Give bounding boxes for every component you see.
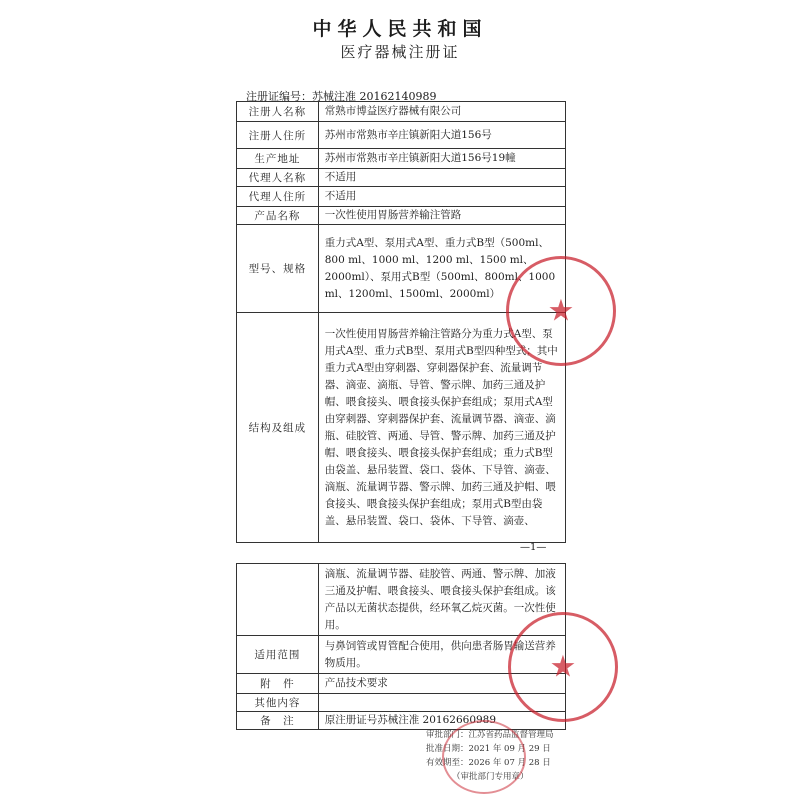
row-key: 生产地址 — [237, 149, 319, 169]
company-seal-stamp — [508, 612, 618, 722]
seal-star-icon: ★ — [547, 293, 575, 329]
row-key: 结构及组成 — [237, 313, 319, 543]
row-value: 苏州市常熟市辛庄镇新阳大道156号19幢 — [318, 149, 565, 169]
table-row — [237, 122, 566, 149]
page-number: —1— — [520, 542, 547, 553]
company-seal-stamp — [506, 256, 616, 366]
table-row — [237, 207, 566, 225]
row-value: 重力式A型、泵用式A型、重力式B型（500ml、800 ml、1000 ml、1200 ml、1500 ml、2000ml）、泵用式B型（500ml、800ml、1000 ml、1200ml、1500ml、2000ml） — [318, 225, 565, 313]
table-row — [237, 313, 566, 543]
seal-star-icon: ★ — [549, 649, 577, 685]
row-value: 苏州市常熟市辛庄镇新阳大道156号 — [318, 122, 565, 149]
table-row — [237, 149, 566, 169]
certificate-number: 注册证编号：苏械注准 20162140989 — [246, 90, 437, 103]
document-subtitle: 医疗器械注册证 — [340, 43, 460, 61]
approval-authority: 审批部门：江苏省药品监督管理局 — [426, 730, 554, 740]
table-row — [237, 712, 566, 730]
row-key: 附 件 — [237, 674, 319, 694]
row-value: 与鼻饲管或胃管配合使用，供向患者肠胃输送营养物质用。 — [318, 636, 565, 674]
expiry-date: 有效期至：2026 年 07 月 28 日 — [426, 758, 551, 768]
table-row — [237, 187, 566, 207]
row-value: 常熟市博益医疗器械有限公司 — [318, 102, 565, 122]
row-key: 备 注 — [237, 712, 319, 730]
document-title: 中华人民共和国 — [312, 18, 488, 40]
table-row — [237, 169, 566, 187]
row-key: 注册人名称 — [237, 102, 319, 122]
row-key: 代理人名称 — [237, 169, 319, 187]
approval-date: 批准日期：2021 年 09 月 29 日 — [426, 744, 551, 754]
seal-note: （审批部门专用章） — [452, 772, 529, 782]
row-key — [237, 564, 319, 636]
row-key: 产品名称 — [237, 207, 319, 225]
row-value: 一次性使用胃肠营养输注管路 — [318, 207, 565, 225]
row-key: 注册人住所 — [237, 122, 319, 149]
row-key: 代理人住所 — [237, 187, 319, 207]
row-key: 适用范围 — [237, 636, 319, 674]
row-value: 滴瓶、流量调节器、硅胶管、两通、警示牌、加液三通及护帽、喂食接头、喂食接头保护套组成。该产品以无菌状态提供，经环氧乙烷灭菌。一次性使用。 — [318, 564, 565, 636]
row-value: 一次性使用胃肠营养输注管路分为重力式A型、泵用式A型、重力式B型、泵用式B型四种型式；其中重力式A型由穿刺器、穿刺器保护套、流量调节器、滴壶、滴瓶、导管、警示牌、加药三通及护帽、喂食接头、喂食接头保护套组成；泵用式A型由穿刺器、穿刺器保护套、流量调节器、滴壶、滴瓶、硅胶管、两通、导管、警示牌、加药三通及护帽、喂食接头、喂食接头保护套组成；重力式B型由袋盖、悬吊装置、袋口、袋体、下导管、滴壶、滴瓶、流量调节器、警示牌、加药三通及护帽、喂食接头、喂食接头保护套组成；泵用式B型由袋盖、悬吊装置、袋口、袋体、下导管、滴壶、 — [318, 313, 565, 543]
row-value: 不适用 — [318, 169, 565, 187]
row-key: 其他内容 — [237, 694, 319, 712]
table-row — [237, 102, 566, 122]
table-row — [237, 564, 566, 636]
row-value: 产品技术要求 — [318, 674, 565, 694]
row-key: 型号、规格 — [237, 225, 319, 313]
authority-seal-stamp — [442, 720, 526, 794]
row-value: 不适用 — [318, 187, 565, 207]
row-value: 原注册证号苏械注准 20162660989 — [318, 712, 565, 730]
